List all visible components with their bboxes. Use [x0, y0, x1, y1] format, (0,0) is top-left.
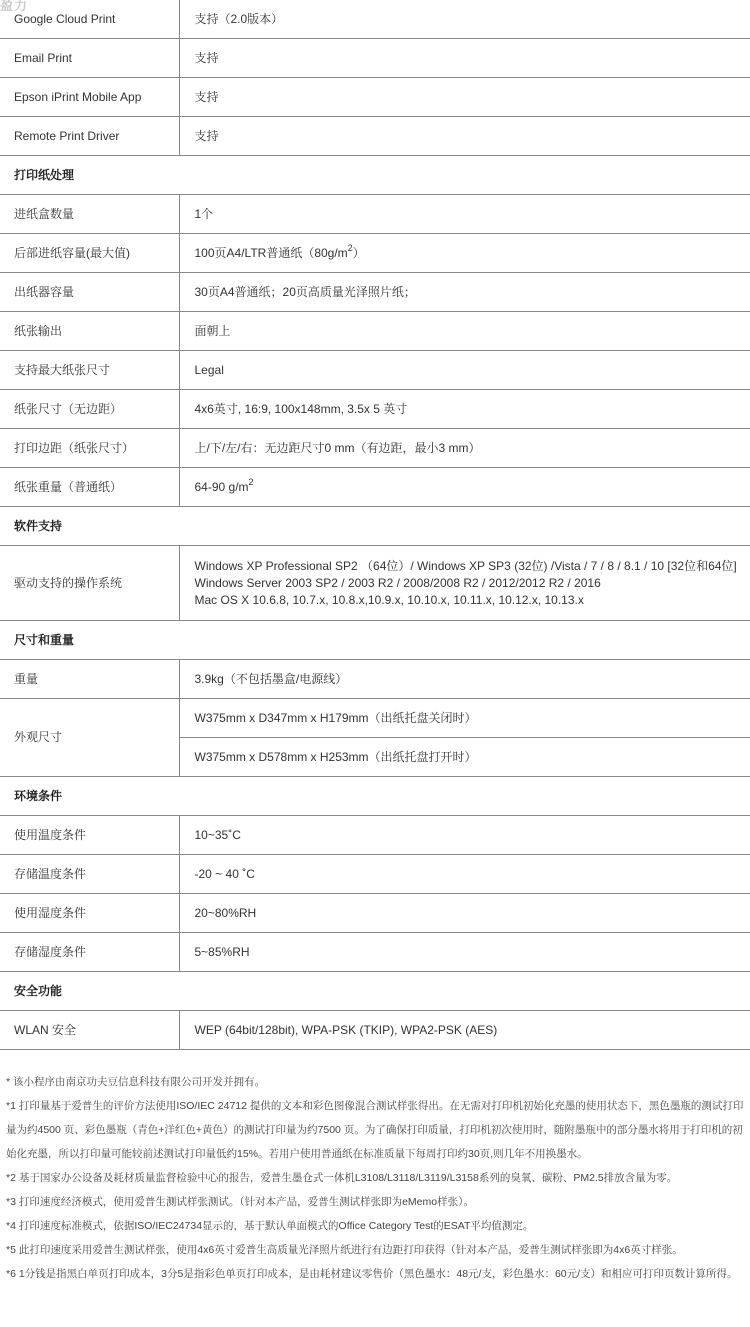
row-label: 存储温度条件: [0, 855, 179, 894]
row-label: 外观尺寸: [0, 699, 179, 777]
table-row: [0, 894, 750, 933]
row-value: 3.9kg（不包括墨盒/电源线）: [179, 660, 750, 699]
row-value: 5~85%RH: [179, 933, 750, 972]
table-row: [0, 855, 750, 894]
row-value: 20~80%RH: [179, 894, 750, 933]
footnote: * 该小程序由南京功夫豆信息科技有限公司开发并拥有。: [6, 1076, 266, 1088]
table-row: [0, 390, 750, 429]
table-row: [0, 39, 750, 78]
section-header-row: [0, 507, 750, 546]
row-label: 存储湿度条件: [0, 933, 179, 972]
table-row: [0, 816, 750, 855]
row-label: Google Cloud Print: [0, 0, 179, 39]
footnote: *3 打印速度经济模式，使用爱普生测试样张测试。（针对本产品，爱普生测试样张即为eMemo样张）。: [6, 1196, 474, 1208]
table-row: [0, 117, 750, 156]
table-row: [0, 78, 750, 117]
row-label: 纸张尺寸（无边距）: [0, 390, 179, 429]
row-value: 上/下/左/右：无边距尺寸0 mm（有边距，最小3 mm）: [179, 429, 750, 468]
row-label: WLAN 安全: [0, 1011, 179, 1050]
row-value: Legal: [179, 351, 750, 390]
os-line-windows: Windows XP Professional SP2 （64位）/ Windows XP SP3 (32位) /Vista / 7 / 8 / 8.1 / 10 [32位和64位]: [194, 558, 737, 573]
row-label: 纸张重量（普通纸）: [0, 468, 179, 507]
row-label: 使用温度条件: [0, 816, 179, 855]
value-suffix: ）: [352, 245, 365, 260]
value-text: 100页A4/LTR普通纸（80g/m: [194, 245, 348, 260]
watermark-logo: 盈力: [0, 0, 29, 14]
row-label: 出纸器容量: [0, 273, 179, 312]
row-label: Email Print: [0, 39, 179, 78]
table-row: [0, 1011, 750, 1050]
table-row: [0, 468, 750, 507]
row-label: Remote Print Driver: [0, 117, 179, 156]
footnote: *6 1分钱是指黑白单页打印成本，3分5是指彩色单页打印成本，是由耗材建议零售价（黑色墨水：48元/支，彩色墨水：60元/支）和相应可打印页数计算所得。: [6, 1268, 738, 1280]
table-row: [0, 234, 750, 273]
table-row: [0, 312, 750, 351]
row-value: 支持: [179, 117, 750, 156]
row-label: 打印边距（纸张尺寸）: [0, 429, 179, 468]
row-value: 30页A4普通纸；20页高质量光泽照片纸；: [179, 273, 750, 312]
row-value: [179, 234, 750, 273]
table-row: [0, 699, 750, 738]
row-value: 10~35˚C: [179, 816, 750, 855]
section-title-paper: 打印纸处理: [0, 156, 179, 195]
row-value: [179, 468, 750, 507]
table-row: [0, 273, 750, 312]
table-row: [0, 0, 750, 39]
section-header-row: [0, 621, 750, 660]
table-row: [0, 660, 750, 699]
section-title-security: 安全功能: [0, 972, 179, 1011]
row-label: Epson iPrint Mobile App: [0, 78, 179, 117]
row-value: 1个: [179, 195, 750, 234]
table-row: [0, 351, 750, 390]
section-title-software: 软件支持: [0, 507, 179, 546]
row-value: W375mm x D578mm x H253mm（出纸托盘打开时）: [179, 738, 750, 777]
footnotes: [0, 1070, 750, 1286]
row-value: 4x6英寸, 16:9, 100x148mm, 3.5x 5 英寸: [179, 390, 750, 429]
os-line-mac: Mac OS X 10.6.8, 10.7.x, 10.8.x,10.9.x, 10.10.x, 10.11.x, 10.12.x, 10.13.x: [194, 592, 584, 607]
row-label: 驱动支持的操作系统: [0, 546, 179, 621]
row-value: WEP (64bit/128bit), WPA-PSK (TKIP), WPA2-PSK (AES): [179, 1011, 750, 1050]
section-header-row: [0, 777, 750, 816]
footnote: *1 打印量基于爱普生的评价方法使用ISO/IEC 24712 提供的文本和彩色图像混合测试样张得出。在无需对打印机初始化充墨的使用状态下，黑色墨瓶的测试打印量为约4500 页、彩色墨瓶（青色+洋红色+黄色）的测试打印量为约7500 页。为了确保打印质量，打印机初次使用时，随附墨瓶中的部分墨水将用于打印机的初始化充墨，所以打印量可能较前述测试打印量低约15%。若用户使用普通纸在标准质量下每周打印约30页,则几年不用换墨水。: [6, 1100, 744, 1160]
table-row: [0, 546, 750, 621]
row-value: 面朝上: [179, 312, 750, 351]
section-header-row: [0, 156, 750, 195]
section-title-size: 尺寸和重量: [0, 621, 179, 660]
superscript: 2: [347, 242, 353, 253]
row-label: 支持最大纸张尺寸: [0, 351, 179, 390]
table-row: [0, 195, 750, 234]
row-label: 后部进纸容量(最大值): [0, 234, 179, 273]
row-label: 重量: [0, 660, 179, 699]
row-value: 支持: [179, 78, 750, 117]
superscript: 2: [248, 476, 254, 487]
value-text: 64-90 g/m: [194, 479, 249, 494]
row-label: 使用湿度条件: [0, 894, 179, 933]
row-value: 支持: [179, 39, 750, 78]
row-label: 纸张输出: [0, 312, 179, 351]
table-row: [0, 429, 750, 468]
table-row: [0, 933, 750, 972]
footnote: *2 基于国家办公设备及耗材质量监督检验中心的报告，爱普生墨仓式一体机L3108/L3118/L3119/L3158系列的臭氧、碳粉、PM2.5排放含量为零。: [6, 1172, 678, 1184]
row-label: 进纸盒数量: [0, 195, 179, 234]
section-header-row: [0, 972, 750, 1011]
section-title-env: 环境条件: [0, 777, 179, 816]
os-line-server: Windows Server 2003 SP2 / 2003 R2 / 2008/2008 R2 / 2012/2012 R2 / 2016: [194, 575, 601, 590]
footnote: *4 打印速度标准模式，依据ISO/IEC24734显示的，基于默认单面模式的Office Category Test的ESAT平均值测定。: [6, 1220, 534, 1232]
row-value: 支持（2.0版本）: [179, 0, 750, 39]
row-value: W375mm x D347mm x H179mm（出纸托盘关闭时）: [179, 699, 750, 738]
row-value: -20 ~ 40 ˚C: [179, 855, 750, 894]
os-list: [179, 546, 750, 621]
footnote: *5 此打印速度采用爱普生测试样张，使用4x6英寸爱普生高质量光泽照片纸进行有边距打印获得（针对本产品，爱普生测试样张即为4x6英寸样张。: [6, 1244, 683, 1256]
